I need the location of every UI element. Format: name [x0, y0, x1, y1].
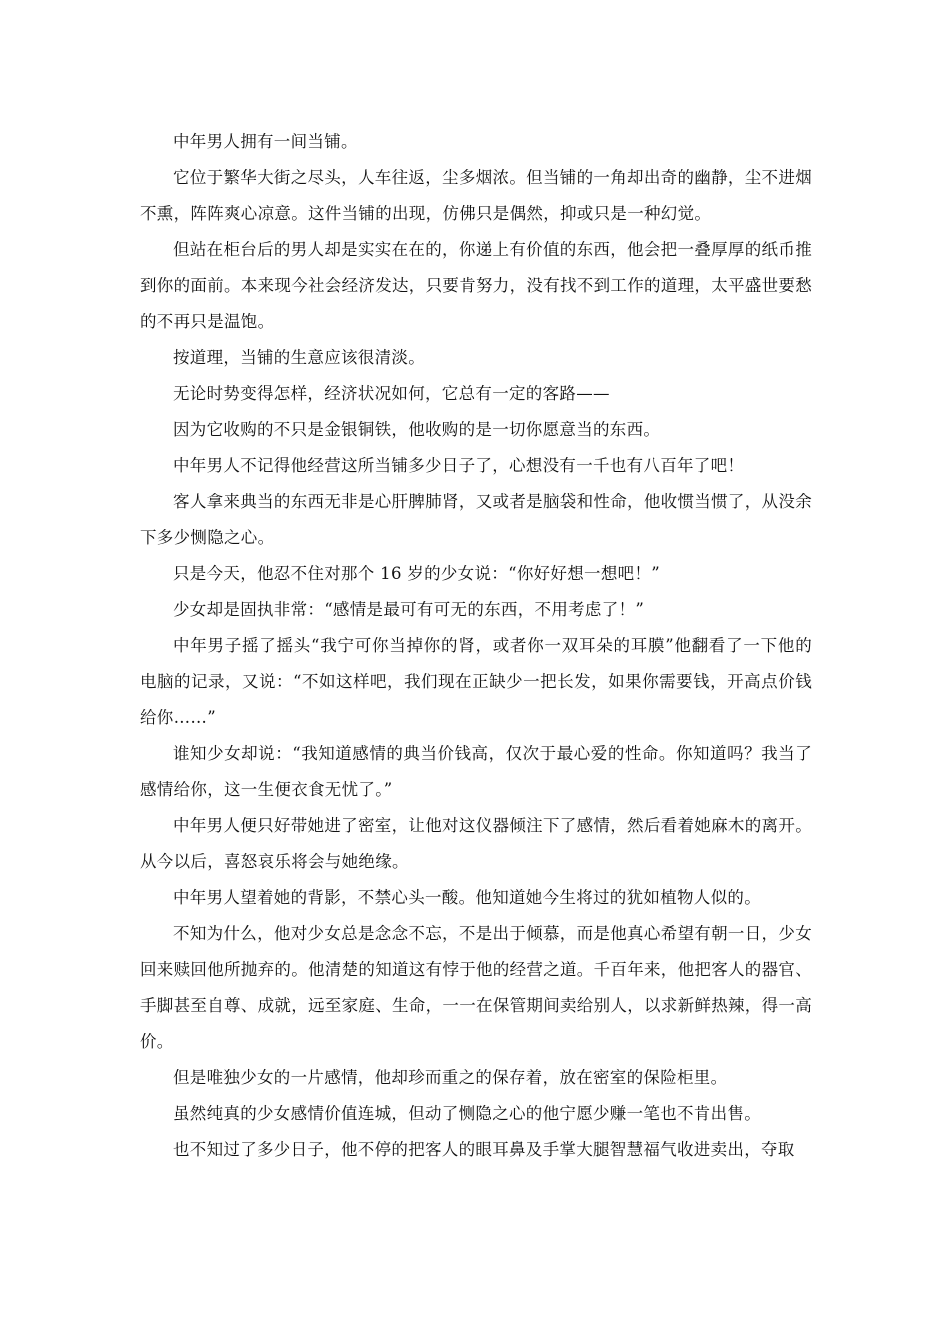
- paragraph: 但是唯独少女的一片感情，他却珍而重之的保存着，放在密室的保险柜里。: [173, 1068, 728, 1087]
- paragraph: 谁知少女却说：“我知道感情的典当价钱高，仅次于最心爱的性命。你知道吗？我当了感情给你，这一生便衣食无忧了。”: [140, 744, 812, 799]
- paragraph: 不知为什么，他对少女总是念念不忘，不是出于倾慕，而是他真心希望有朝一日，少女回来赎回他所抛弃的。他清楚的知道这有悖于他的经营之道。千百年来，他把客人的器官、手脚甚至自尊、成就，远至家庭、生命，一一在保管期间卖给别人，以求新鲜热辣，得一高价。: [140, 924, 812, 1051]
- paragraph: 只是今天，他忍不住对那个 16 岁的少女说：“你好好想一想吧！”: [173, 564, 660, 583]
- paragraph: 少女却是固执非常：“感情是最可有可无的东西，不用考虑了！”: [173, 600, 645, 619]
- paragraph: 中年男人望着她的背影，不禁心头一酸。他知道她今生将过的犹如植物人似的。: [173, 888, 761, 907]
- paragraph: 但站在柜台后的男人却是实实在在的，你递上有价值的东西，他会把一叠厚厚的纸币推到你的面前。本来现今社会经济发达，只要肯努力，没有找不到工作的道理，太平盛世要愁的不再只是温饱。: [140, 240, 812, 331]
- paragraph: 它位于繁华大街之尽头，人车往返，尘多烟浓。但当铺的一角却出奇的幽静，尘不进烟不熏，阵阵爽心凉意。这件当铺的出现，仿佛只是偶然，抑或只是一种幻觉。: [140, 168, 812, 223]
- paragraph: 中年男人拥有一间当铺。: [173, 132, 358, 151]
- paragraph: 中年男人不记得他经营这所当铺多少日子了，心想没有一千也有八百年了吧！: [173, 456, 745, 475]
- document-body: [140, 124, 812, 1168]
- paragraph: 无论时势变得怎样，经济状况如何，它总有一定的客路——: [173, 384, 610, 403]
- paragraph: 按道理，当铺的生意应该很清淡。: [173, 348, 425, 367]
- paragraph: 因为它收购的不只是金银铜铁，他收购的是一切你愿意当的东西。: [173, 420, 661, 439]
- paragraph: 中年男子摇了摇头“我宁可你当掉你的肾，或者你一双耳朵的耳膜”他翻看了一下他的电脑的记录，又说：“不如这样吧，我们现在正缺少一把长发，如果你需要钱，开高点价钱给你……”: [140, 636, 812, 727]
- paragraph: 虽然纯真的少女感情价值连城，但动了恻隐之心的他宁愿少赚一笔也不肯出售。: [173, 1104, 761, 1123]
- paragraph: 也不知过了多少日子，他不停的把客人的眼耳鼻及手掌大腿智慧福气收进卖出，夺取: [173, 1140, 795, 1159]
- paragraph: 中年男人便只好带她进了密室，让他对这仪器倾注下了感情，然后看着她麻木的离开。从今以后，喜怒哀乐将会与她绝缘。: [140, 816, 812, 871]
- paragraph: 客人拿来典当的东西无非是心肝脾肺肾，又或者是脑袋和性命，他收惯当惯了，从没余下多少恻隐之心。: [140, 492, 812, 547]
